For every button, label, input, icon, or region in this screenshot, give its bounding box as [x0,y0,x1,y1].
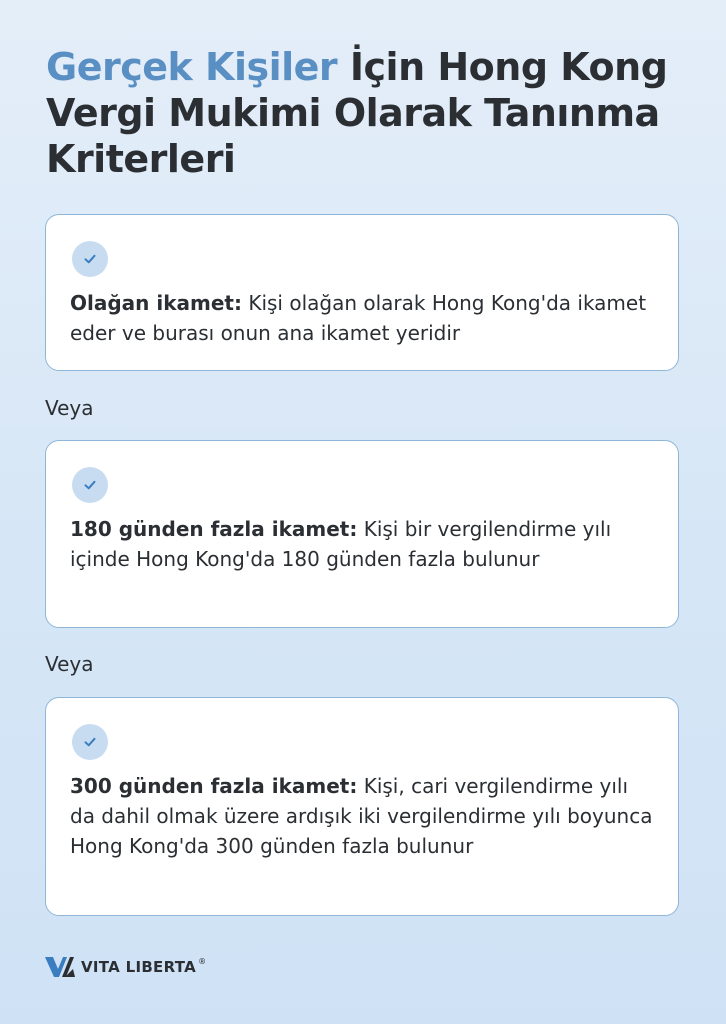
check-icon [72,724,108,760]
criterion-text [70,771,658,861]
criterion-title: 300 günden fazla ikamet: [70,774,358,798]
criterion-title: Olağan ikamet: [70,291,242,315]
page-title [46,44,696,182]
brand-name: VITA LIBERTA [81,958,197,976]
check-icon [72,467,108,503]
or-separator: Veya [45,396,94,420]
criterion-text [70,514,658,574]
criterion-card-180-days [45,440,679,628]
criterion-card-300-days [45,697,679,916]
brand-logo [45,955,206,979]
criterion-description: Kişi, cari vergilendirme yılı da dahil olmak üzere ardışık iki vergilendirme yılı boyunca Hong Kong'da 300 günden fazla bulunur [70,774,653,858]
criterion-description: Kişi olağan olarak Hong Kong'da ikamet eder ve burası onun ana ikamet yeridir [70,291,647,345]
registered-mark: ® [198,956,207,966]
criterion-title: 180 günden fazla ikamet: [70,517,358,541]
criterion-text [70,288,658,348]
criterion-card-ordinary-residence [45,214,679,371]
check-icon [72,241,108,277]
title-accent: Gerçek Kişiler [46,45,338,89]
criterion-description: Kişi bir vergilendirme yılı içinde Hong Kong'da 180 günden fazla bulunur [70,517,612,571]
title-rest: İçin Hong Kong Vergi Mukimi Olarak Tanınma Kriterleri [46,45,668,181]
vita-liberta-logo-icon [45,956,75,978]
or-separator: Veya [45,652,94,676]
